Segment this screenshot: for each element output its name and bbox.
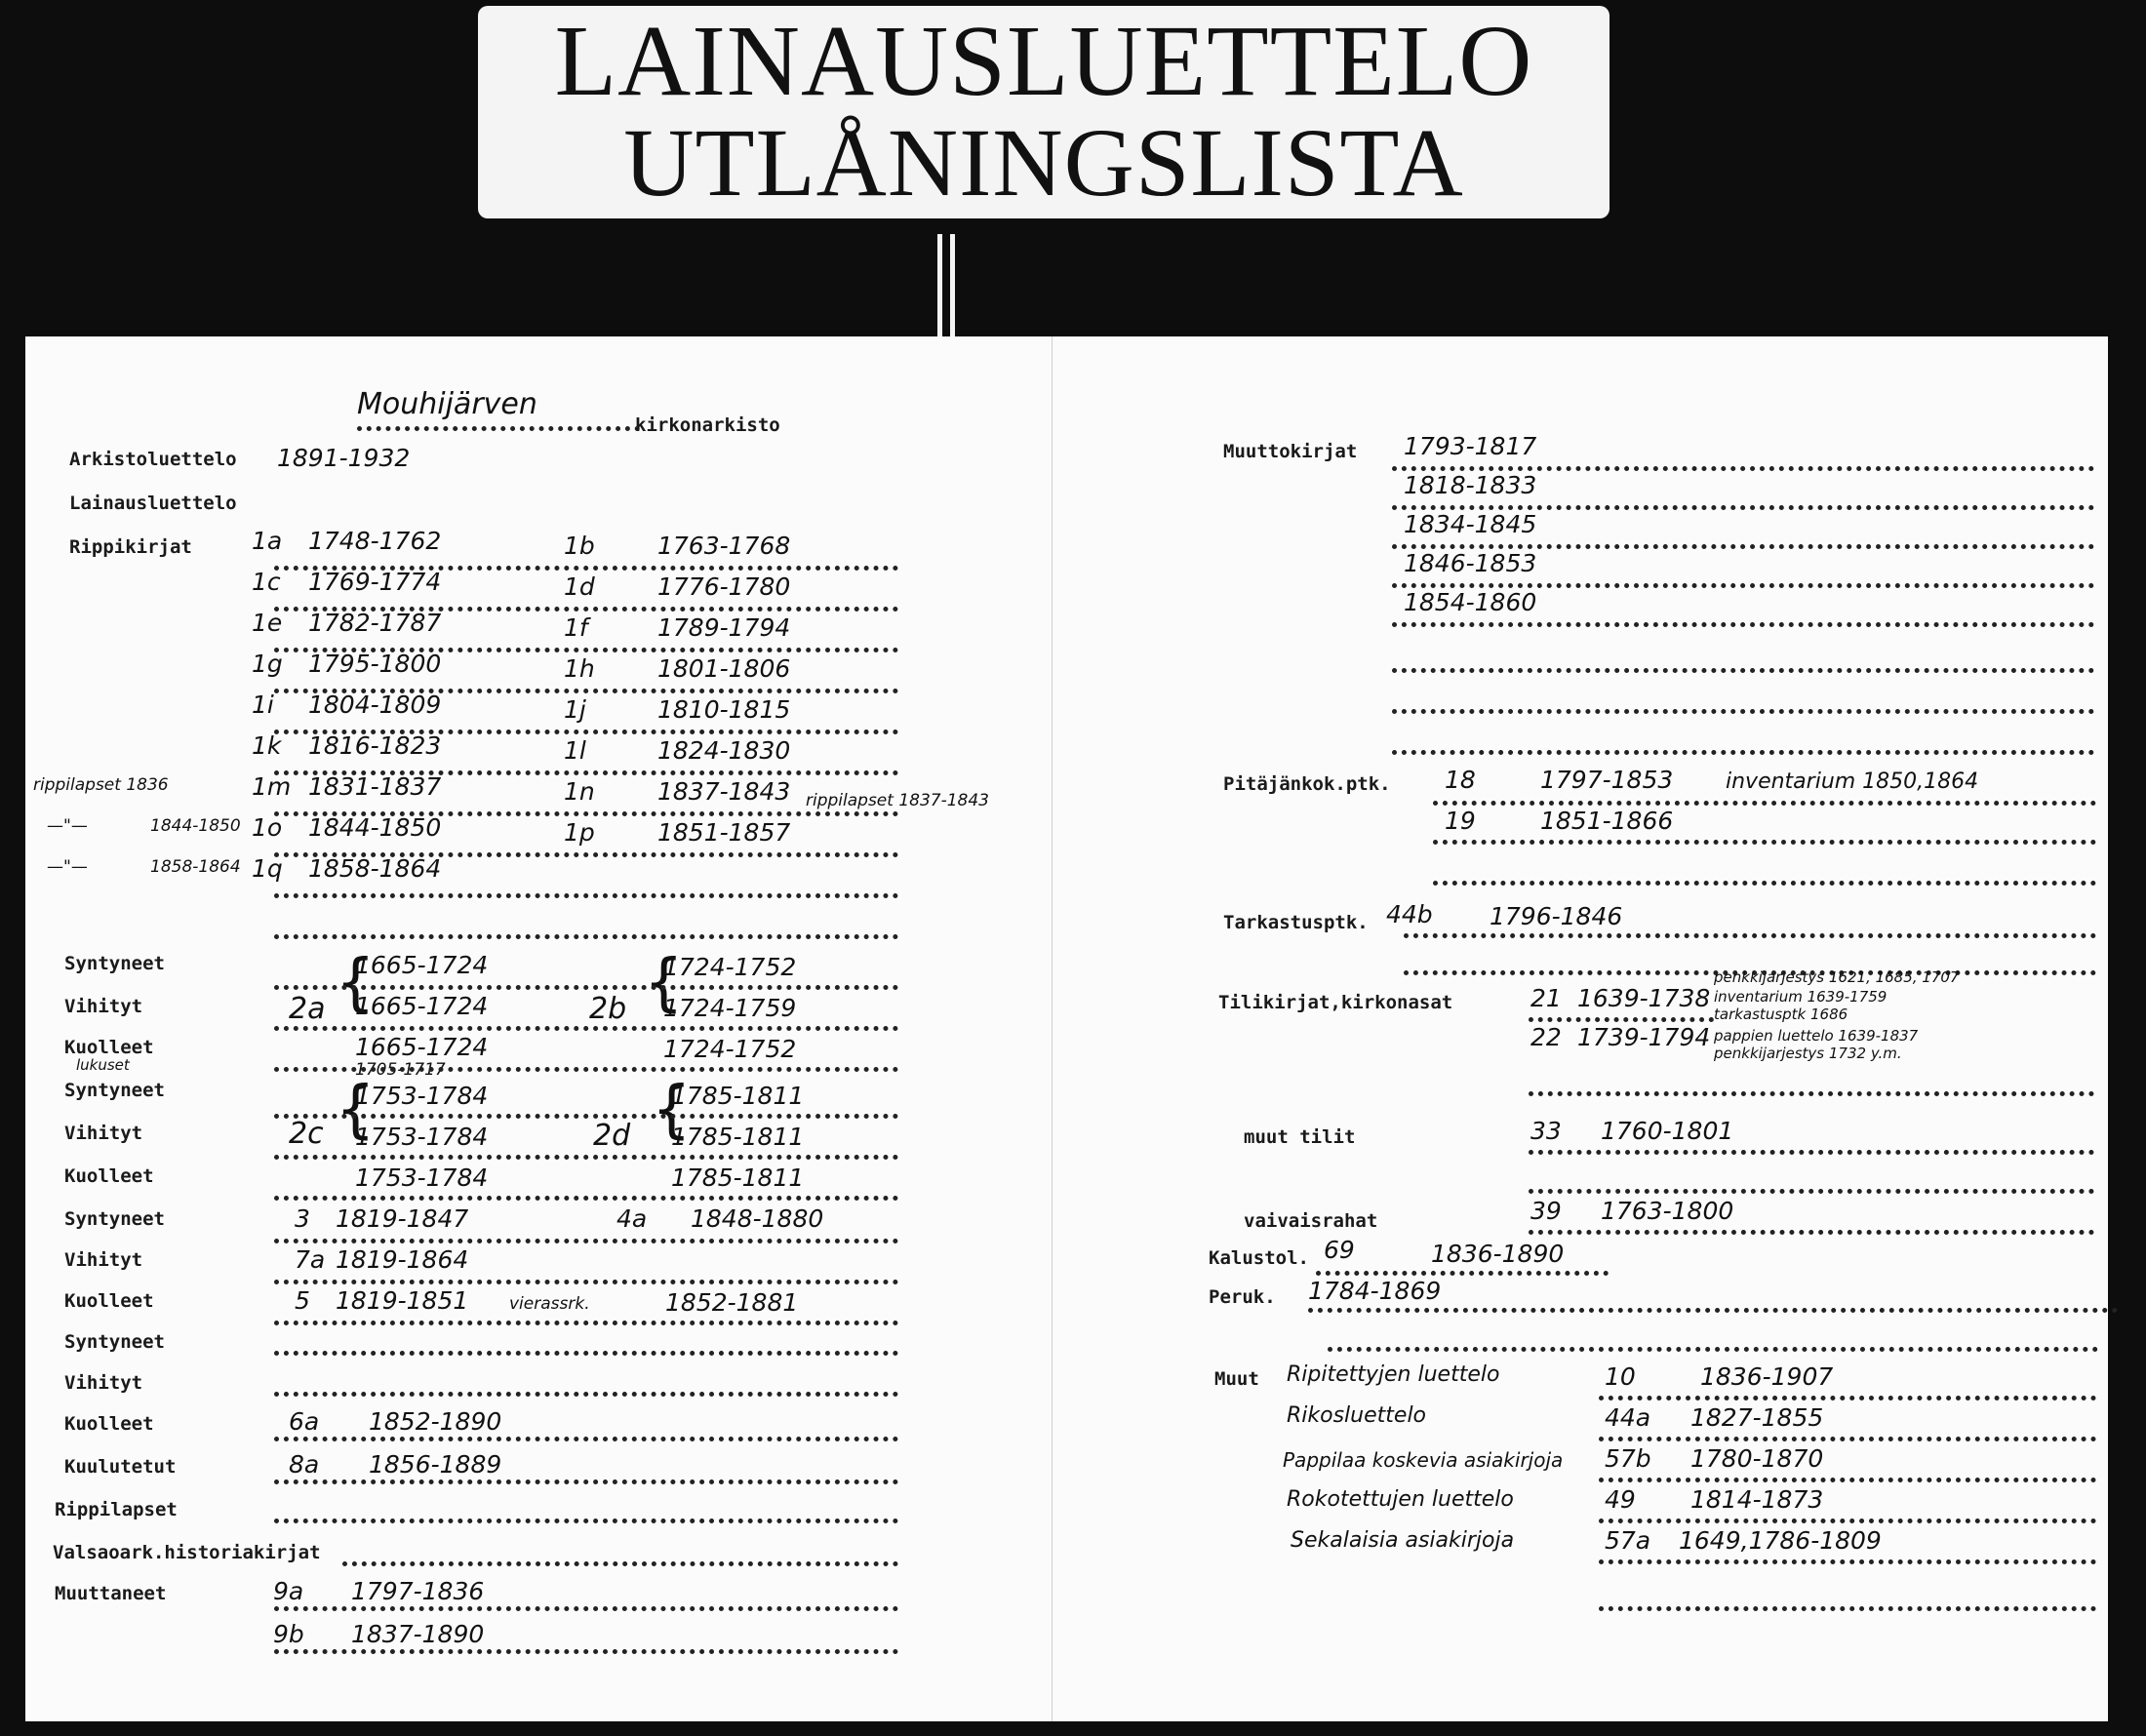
vol-id: 1i: [252, 690, 274, 719]
dotted-line: [1433, 881, 2096, 886]
label-valsaoark: Valsaoark.historiakirjat: [53, 1542, 321, 1563]
margin-note: 1844-1850: [150, 816, 241, 836]
vol-id: 7a: [295, 1245, 326, 1274]
years: 1769-1774: [308, 568, 442, 596]
dotted-line: [274, 934, 898, 939]
years: 1724-1752: [663, 953, 797, 981]
label-pitajankok: Pitäjänkok.ptk.: [1223, 773, 1391, 795]
dotted-line: [274, 1196, 898, 1201]
label-muut-tilit: muut tilit: [1244, 1126, 1356, 1148]
margin-note: rippilapset 1836: [33, 775, 169, 795]
years: 1763-1800: [1601, 1197, 1734, 1225]
years: 1836-1890: [1431, 1240, 1565, 1268]
vol-id: 1k: [252, 731, 282, 760]
vol-id: 9b: [273, 1620, 304, 1648]
banner-stem: [950, 234, 955, 351]
vol-id: 1q: [252, 854, 283, 883]
years: 1789-1794: [657, 613, 791, 642]
label-vihityt: Vihityt: [64, 1249, 143, 1271]
dotted-line: [1529, 1091, 2094, 1096]
vol-id: 44a: [1605, 1403, 1651, 1432]
vol-id: 3: [295, 1204, 310, 1233]
years: 1724-1759: [663, 994, 797, 1022]
dotted-line: [1599, 1559, 2096, 1564]
vol-id: 1n: [564, 777, 595, 806]
vol-id: 1m: [252, 772, 292, 801]
years: 1665-1724: [355, 951, 489, 979]
dotted-line: [274, 1239, 898, 1243]
years: 1801-1806: [657, 654, 791, 683]
years: 1804-1809: [308, 690, 442, 719]
vol-id: 1o: [252, 813, 283, 842]
brace: {: [644, 947, 684, 1019]
arkisto-years: 1891-1932: [277, 444, 411, 472]
years: 1784-1869: [1308, 1277, 1442, 1305]
dotted-line: [1308, 1308, 2118, 1313]
vol-id: 49: [1605, 1485, 1636, 1514]
vol-id: 9a: [273, 1577, 304, 1605]
dotted-line: [342, 1561, 898, 1566]
years: 1797-1836: [351, 1577, 485, 1605]
left-page: [25, 336, 1052, 1721]
right-page: [1052, 336, 2108, 1721]
years: 1827-1855: [1690, 1403, 1824, 1432]
label-kuulutetut: Kuulutetut: [64, 1456, 177, 1478]
years: 1753-1784: [355, 1164, 489, 1192]
vol-id: 2a: [289, 992, 326, 1026]
margin-note: vierassrk.: [509, 1294, 590, 1314]
vol-id: 1l: [564, 736, 586, 765]
dotted-line: [1599, 1606, 2096, 1611]
vol-id: 8a: [289, 1450, 320, 1479]
margin-note: rippilapset 1837-1843: [806, 791, 989, 810]
dotted-line: [274, 1437, 898, 1441]
item-title: Rikosluettelo: [1287, 1403, 1427, 1428]
years: 1639-1738: [1577, 984, 1711, 1012]
years: 1649,1786-1809: [1679, 1526, 1882, 1555]
margin-note: 1858-1864: [150, 857, 241, 877]
vol-id: 57a: [1605, 1526, 1651, 1555]
vol-id: 5: [295, 1286, 310, 1315]
dotted-line: [274, 1280, 898, 1284]
dotted-line: [357, 426, 640, 431]
label-syntyneet: Syntyneet: [64, 953, 165, 974]
dotted-line: [1316, 1271, 1609, 1276]
vol-id: 1p: [564, 818, 595, 847]
years: 1834-1845: [1404, 510, 1537, 538]
label-syntyneet: Syntyneet: [64, 1331, 165, 1353]
label-muuttaneet: Muuttaneet: [55, 1583, 167, 1604]
years: 1858-1864: [308, 854, 442, 883]
label-kuolleet: Kuolleet: [64, 1290, 154, 1312]
margin-note: —"—: [47, 857, 88, 877]
years: 1748-1762: [308, 527, 442, 555]
label-lainausluettelo: Lainausluettelo: [69, 493, 237, 514]
dotted-line: [274, 1649, 898, 1654]
dotted-line: [1529, 1150, 2094, 1155]
dotted-line: [274, 1480, 898, 1484]
years: 1824-1830: [657, 736, 791, 765]
dotted-line: [1529, 1017, 1714, 1022]
vol-id: 1a: [252, 527, 283, 555]
years: 1837-1890: [351, 1620, 485, 1648]
years: 1753-1784: [355, 1082, 489, 1110]
years: 1785-1811: [671, 1123, 805, 1151]
years: 1818-1833: [1404, 471, 1537, 499]
brace: {: [336, 1074, 376, 1146]
title-banner: [478, 6, 1610, 218]
years: 1819-1847: [336, 1204, 469, 1233]
dotted-line: [1433, 840, 2096, 845]
label-muut: Muut: [1214, 1368, 1259, 1390]
label-vihityt: Vihityt: [64, 1372, 143, 1394]
label-vihityt: Vihityt: [64, 996, 143, 1017]
years: 1848-1880: [691, 1204, 824, 1233]
years: 1851-1857: [657, 818, 791, 847]
label-arkistoluettelo: Arkistoluettelo: [69, 449, 237, 470]
years: 1846-1853: [1404, 549, 1537, 577]
dotted-line: [274, 1351, 898, 1356]
brace: {: [652, 1074, 692, 1146]
dotted-line: [274, 1067, 898, 1072]
vol-id: 1c: [252, 568, 281, 596]
years: 1780-1870: [1690, 1444, 1824, 1473]
vol-id: 18: [1445, 766, 1476, 794]
years: 1851-1866: [1540, 807, 1674, 835]
dotted-line: [274, 985, 898, 990]
vol-id: 1e: [252, 609, 283, 637]
years: 1763-1768: [657, 532, 791, 560]
years: 1852-1881: [665, 1288, 799, 1317]
item-title: Sekalaisia asiakirjoja: [1291, 1528, 1515, 1553]
margin-note: tarkastusptk 1686: [1714, 1006, 1848, 1023]
vol-id: 1g: [252, 650, 283, 678]
vol-id: 1f: [564, 613, 588, 642]
vol-id: 21: [1530, 984, 1562, 1012]
label-vaivaisrahat: vaivaisrahat: [1244, 1210, 1378, 1232]
vol-id: 4a: [616, 1204, 648, 1233]
margin-note: penkkijarjestys 1621, 1685, 1707: [1714, 968, 1960, 986]
years: 1816-1823: [308, 731, 442, 760]
years: 1782-1787: [308, 609, 442, 637]
dotted-line: [274, 1155, 898, 1160]
dotted-line: [1599, 1478, 2096, 1482]
vol-id: 57b: [1605, 1444, 1651, 1473]
vol-id: 69: [1324, 1236, 1355, 1264]
vol-id: 19: [1445, 807, 1476, 835]
years: 1776-1780: [657, 572, 791, 601]
vol-id: 2d: [593, 1119, 631, 1153]
dotted-line: [274, 1026, 898, 1031]
dotted-line: [1599, 1396, 2096, 1401]
years: 1724-1752: [663, 1035, 797, 1063]
years: 1795-1800: [308, 650, 442, 678]
label-syntyneet: Syntyneet: [64, 1080, 165, 1101]
label-kalustol: Kalustol.: [1209, 1247, 1309, 1269]
margin-note: inventarium 1850,1864: [1726, 769, 1979, 794]
vol-id: 6a: [289, 1407, 320, 1436]
years: 1796-1846: [1490, 902, 1623, 930]
dotted-line: [1433, 801, 2096, 806]
vol-id: 44b: [1386, 900, 1433, 928]
years: 1852-1890: [369, 1407, 502, 1436]
label-tarkastusptk: Tarkastusptk.: [1223, 912, 1369, 933]
label-kuolleet: Kuolleet: [64, 1165, 154, 1187]
label-kuolleet: Kuolleet: [64, 1413, 154, 1435]
brace: {: [336, 947, 376, 1019]
dotted-line: [1392, 668, 2094, 673]
dotted-line: [1404, 933, 2096, 938]
vol-id: 1d: [564, 572, 595, 601]
years: 1705-1717: [355, 1060, 446, 1080]
years: 1856-1889: [369, 1450, 502, 1479]
vol-id: 39: [1530, 1197, 1562, 1225]
dotted-line: [274, 1606, 898, 1611]
years: 1760-1801: [1601, 1117, 1734, 1145]
margin-note: —"—: [47, 816, 88, 836]
item-title: Pappilaa koskevia asiakirjoja: [1283, 1448, 1564, 1472]
label-lukuset: lukuset: [76, 1056, 130, 1074]
banner-title-finnish: LAINAUSLUETTELO: [554, 5, 1533, 117]
years: 1831-1837: [308, 772, 442, 801]
margin-note: inventarium 1639-1759: [1714, 988, 1888, 1006]
years: 1814-1873: [1690, 1485, 1824, 1514]
years: 1837-1843: [657, 777, 791, 806]
dotted-line: [1392, 709, 2094, 714]
vol-id: 1j: [564, 695, 586, 724]
dotted-line: [1392, 750, 2094, 755]
dotted-line: [274, 1392, 898, 1397]
years: 1810-1815: [657, 695, 791, 724]
years: 1785-1811: [671, 1164, 805, 1192]
dotted-line: [274, 893, 898, 898]
vol-id: 10: [1605, 1362, 1636, 1391]
vol-id: 1b: [564, 532, 595, 560]
years: 1753-1784: [355, 1123, 489, 1151]
label-peruk: Peruk.: [1209, 1286, 1276, 1308]
years: 1819-1851: [336, 1286, 469, 1315]
label-tilikirjat: Tilikirjat,kirkonasat: [1218, 992, 1453, 1013]
label-kuolleet: Kuolleet: [64, 1037, 154, 1058]
years: 1665-1724: [355, 1033, 489, 1061]
label-vihityt: Vihityt: [64, 1123, 143, 1144]
label-syntyneet: Syntyneet: [64, 1208, 165, 1230]
item-title: Rokotettujen luettelo: [1287, 1487, 1514, 1512]
vol-id: 2b: [589, 992, 627, 1026]
parish-name: Mouhijärven: [357, 387, 537, 421]
vol-id: 1h: [564, 654, 595, 683]
vol-id: 22: [1530, 1023, 1562, 1051]
item-title: Ripitettyjen luettelo: [1287, 1362, 1500, 1387]
dotted-line: [1599, 1437, 2096, 1441]
margin-note: pappien luettelo 1639-1837: [1714, 1027, 1919, 1045]
archive-heading: kirkonarkisto: [635, 414, 780, 436]
dotted-line: [1529, 1230, 2094, 1235]
vol-id: 33: [1530, 1117, 1562, 1145]
dotted-line: [1529, 1189, 2094, 1194]
years: 1844-1850: [308, 813, 442, 842]
years: 1797-1853: [1540, 766, 1674, 794]
years: 1819-1864: [336, 1245, 469, 1274]
vol-id: 2c: [289, 1117, 324, 1151]
dotted-line: [274, 1519, 898, 1523]
banner-title-swedish: UTLÅNINGSLISTA: [623, 108, 1464, 217]
margin-note: penkkijarjestys 1732 y.m.: [1714, 1045, 1902, 1062]
banner-stem: [937, 234, 942, 351]
years: 1854-1860: [1404, 588, 1537, 616]
years: 1739-1794: [1577, 1023, 1711, 1051]
years: 1836-1907: [1700, 1362, 1834, 1391]
years: 1785-1811: [671, 1082, 805, 1110]
dotted-line: [1328, 1347, 2098, 1352]
label-muuttokirjat: Muuttokirjat: [1223, 441, 1358, 462]
years: 1793-1817: [1404, 432, 1537, 460]
dotted-line: [274, 1114, 898, 1119]
dotted-line: [1599, 1519, 2096, 1523]
label-rippilapset: Rippilapset: [55, 1499, 178, 1520]
dotted-line: [1392, 622, 2094, 627]
years: 1665-1724: [355, 992, 489, 1020]
label-rippikirjat: Rippikirjat: [69, 536, 192, 558]
dotted-line: [274, 1321, 898, 1325]
